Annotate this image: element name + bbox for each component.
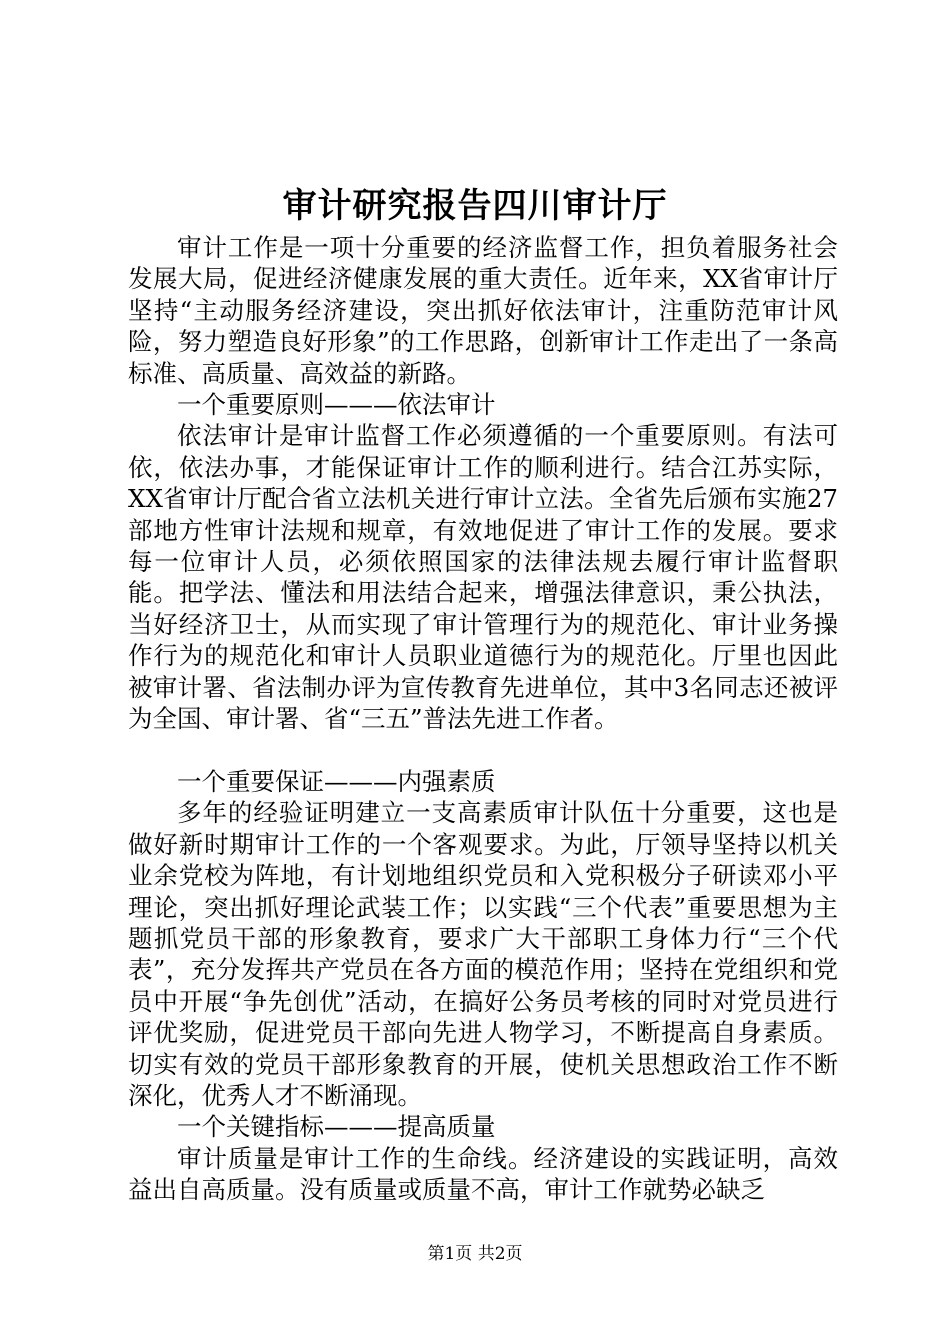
document-title: 审计研究报告四川审计厅 xyxy=(282,186,668,226)
paragraph-rule-of-law: 依法审计是审计监督工作必须遵循的一个重要原则。有法可依，依法办事，才能保证审计工作的顺利进行。结合江苏实际，XX省审计厅配合省立法机关进行审计立法。全省先后颁布实施27部地方性审计法规和规章，有效地促进了审计工作的发展。要求每一位审计人员，必须依照国家的法律法规去履行审计监督职能。把学法、懂法和用法结合起来，增强法律意识，秉公执法，当好经济卫士，从而实现了审计管理行为的规范化、审计业务操作行为的规范化和审计人员职业道德行为的规范化。厅里也因此被审计署、省法制办评为宣传教育先进单位，其中3名同志还被评为全国、审计署、省“三五”普法先进工作者。 xyxy=(128,421,838,734)
document-body xyxy=(128,232,838,1206)
section-heading-quality-of-staff: 一个重要保证———内强素质 xyxy=(177,766,496,796)
paragraph-quality-of-staff: 多年的经验证明建立一支高素质审计队伍十分重要，这也是做好新时期审计工作的一个客观要求。为此，厅领导坚持以机关业余党校为阵地，有计划地组织党员和入党积极分子研读邓小平理论，突出抓好理论武装工作；以实践“三个代表”重要思想为主题抓党员干部的形象教育，要求广大干部职工身体力行“三个代表”，充分发挥共产党员在各方面的模范作用；坚持在党组织和党员中开展“争先创优”活动，在搞好公务员考核的同时对党员进行评优奖励，促进党员干部向先进人物学习，不断提高自身素质。切实有效的党员干部形象教育的开展，使机关思想政治工作不断深化，优秀人才不断涌现。 xyxy=(128,798,838,1110)
section-heading-improve-quality: 一个关键指标———提高质量 xyxy=(177,1112,496,1142)
paragraph-improve-quality: 审计质量是审计工作的生命线。经济建设的实践证明，高效益出自高质量。没有质量或质量不高，审计工作就势必缺乏 xyxy=(128,1143,838,1205)
section-heading-rule-of-law: 一个重要原则———依法审计 xyxy=(177,390,496,420)
page-footer: 第1页 共2页 xyxy=(427,1244,523,1264)
paragraph-intro: 审计工作是一项十分重要的经济监督工作，担负着服务社会发展大局，促进经济健康发展的重大责任。近年来，XX省审计厅坚持“主动服务经济建设，突出抓好依法审计，注重防范审计风险，努力塑造良好形象”的工作思路，创新审计工作走出了一条高标准、高质量、高效益的新路。 xyxy=(128,233,838,388)
